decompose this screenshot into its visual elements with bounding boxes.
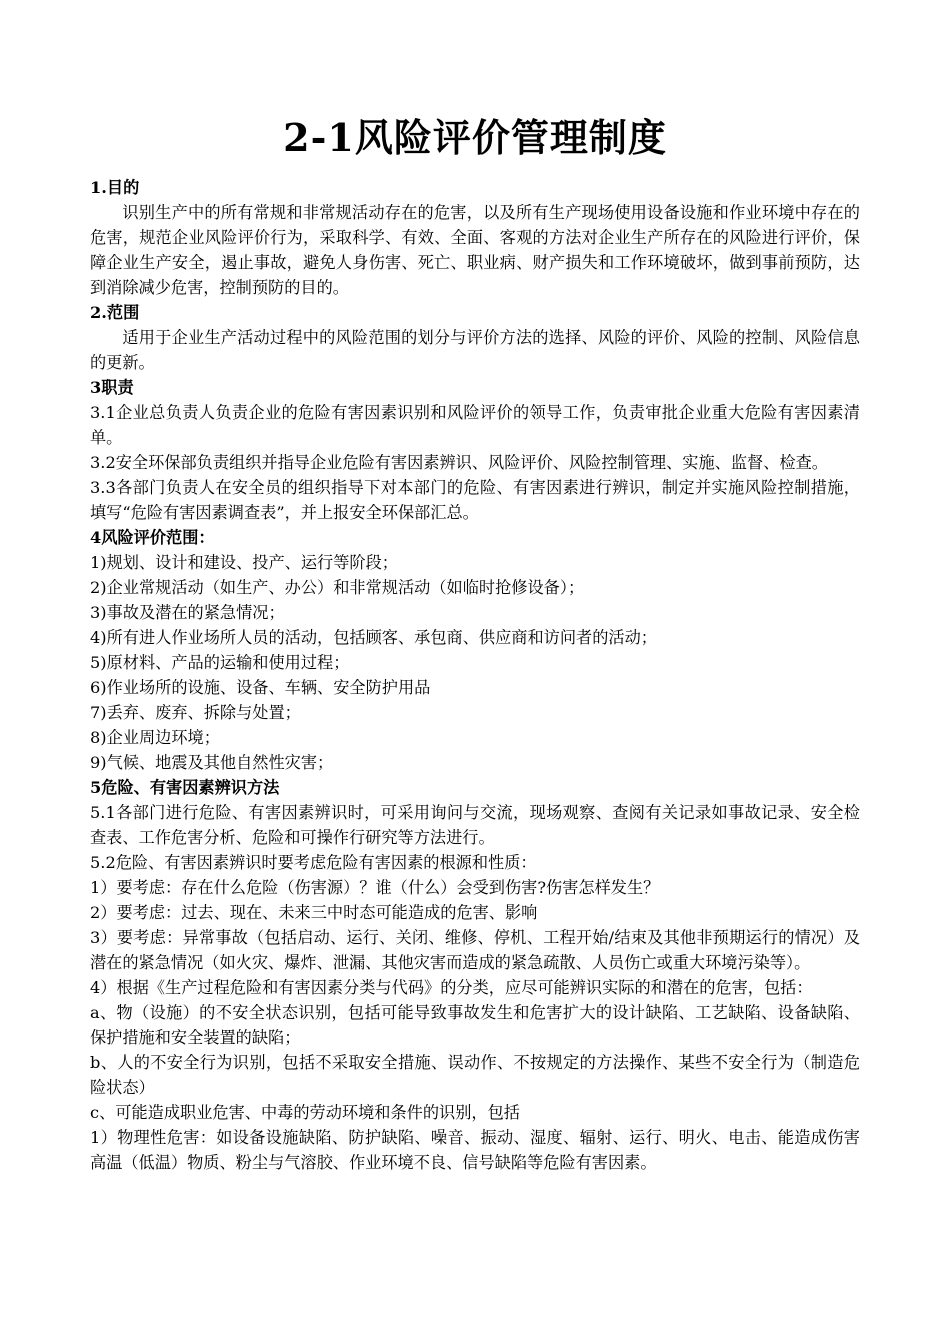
section-1-heading: 1.目的: [90, 178, 140, 197]
section-5-item: 5.2危险、有害因素辨识时要考虑危险有害因素的根源和性质：: [90, 853, 537, 872]
section-2-heading: 2.范围: [90, 303, 140, 322]
section-5-item: 1）物理性危害：如设备设施缺陷、防护缺陷、噪音、振动、湿度、辐射、运行、明火、电击、能造成伤害高温（低温）物质、粉尘与气溶胶、作业环境不良、信号缺陷等危险有害因素。: [90, 1128, 860, 1172]
section-4-item: 2)企业常规活动（如生产、办公）和非常规活动（如临时抢修设备）；: [90, 578, 585, 597]
page-title: 2-1风险评价管理制度: [283, 115, 667, 160]
section-1-body: 识别生产中的所有常规和非常规活动存在的危害，以及所有生产现场使用设备设施和作业环境中存在的危害，规范企业风险评价行为，采取科学、有效、全面、客观的方法对企业生产所存在的风险进行评价，保障企业生产安全，遏止事故，避免人身伤害、死亡、职业病、财产损失和工作环境破坏，做到事前预防，达到消除减少危害，控制预防的目的。: [90, 203, 860, 297]
section-4-item: 6)作业场所的设施、设备、车辆、安全防护用品: [90, 678, 431, 697]
section-5-item: b、人的不安全行为识别，包括不采取安全措施、误动作、不按规定的方法操作、某些不安全行为（制造危险状态）: [90, 1053, 860, 1097]
section-4-item: 5)原材料、产品的运输和使用过程；: [90, 653, 350, 672]
section-4-item: 7)丢弃、废弃、拆除与处置；: [90, 703, 301, 722]
section-4-item: 9)气候、地震及其他自然性灾害；: [90, 753, 334, 772]
section-3-item: 3.1企业总负责人负责企业的危险有害因素识别和风险评价的领导工作，负责审批企业重大危险有害因素清单。: [90, 403, 860, 447]
section-2-body: 适用于企业生产活动过程中的风险范围的划分与评价方法的选择、风险的评价、风险的控制、风险信息的更新。: [90, 328, 860, 372]
section-5-item: a、物（设施）的不安全状态识别，包括可能导致事故发生和危害扩大的设计缺陷、工艺缺陷、设备缺陷、保护措施和安全装置的缺陷；: [90, 1003, 860, 1047]
section-4-heading: 4风险评价范围：: [90, 528, 215, 547]
section-4-item: 8)企业周边环境；: [90, 728, 220, 747]
section-3-item: 3.2安全环保部负责组织并指导企业危险有害因素辨识、风险评价、风险控制管理、实施、监督、检查。: [90, 453, 828, 472]
section-3-heading: 3职责: [90, 378, 134, 397]
section-5-item: 1）要考虑：存在什么危险（伤害源）？谁（什么）会受到伤害?伤害怎样发生？: [90, 878, 660, 897]
section-3-item: 3.3各部门负责人在安全员的组织指导下对本部门的危险、有害因素进行辨识，制定并实施风险控制措施，填写“危险有害因素调查表”，并上报安全环保部汇总。: [90, 478, 860, 522]
document-body: [90, 175, 860, 1175]
section-4-item: 4)所有进人作业场所人员的活动，包括顾客、承包商、供应商和访问者的活动；: [90, 628, 657, 647]
section-5-item: 5.1各部门进行危险、有害因素辨识时，可采用询问与交流，现场观察、查阅有关记录如事故记录、安全检查表、工作危害分析、危险和可操作行研究等方法进行。: [90, 803, 860, 847]
section-5-heading: 5危险、有害因素辨识方法: [90, 778, 280, 797]
section-5-item: c、可能造成职业危害、中毒的劳动环境和条件的识别，包括: [90, 1103, 520, 1122]
section-4-item: 1)规划、设计和建设、投产、运行等阶段；: [90, 553, 398, 572]
section-5-item: 2）要考虑：过去、现在、未来三中时态可能造成的危害、影响: [90, 903, 538, 922]
section-5-item: 4）根据《生产过程危险和有害因素分类与代码》的分类，应尽可能辨识实际的和潜在的危害，包括：: [90, 978, 813, 997]
section-5-item: 3）要考虑：异常事故（包括启动、运行、关闭、维修、停机、工程开始/结束及其他非预期运行的情况）及潜在的紧急情况（如火灾、爆炸、泄漏、其他灾害而造成的紧急疏散、人员伤亡或重大环境污染等）。: [90, 928, 860, 972]
section-4-item: 3)事故及潜在的紧急情况；: [90, 603, 285, 622]
